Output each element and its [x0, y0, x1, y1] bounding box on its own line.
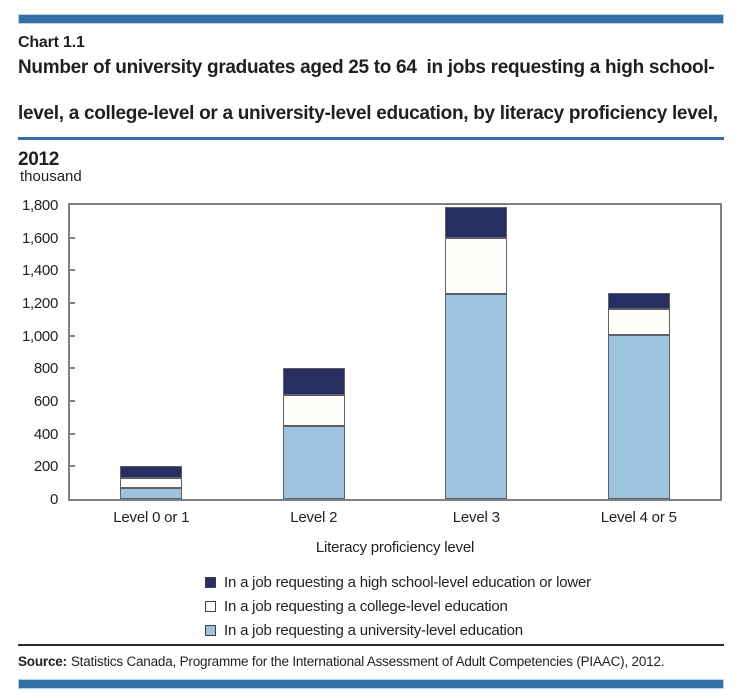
- bar-segment: [120, 488, 182, 499]
- bar-segment: [608, 335, 670, 499]
- bar-segment: [445, 238, 507, 294]
- y-tick-label: 1,600: [21, 229, 58, 247]
- y-tick-mark: [70, 335, 75, 337]
- y-tick-label: 1,400: [21, 262, 58, 280]
- y-tick-mark: [70, 237, 75, 239]
- y-tick-mark: [70, 465, 75, 467]
- legend-swatch-icon: [205, 625, 216, 636]
- y-tick-label: 200: [33, 458, 58, 476]
- top-accent-bar: [18, 14, 724, 24]
- chart-title-line-2: level, a college-level or a university-level education, by literacy proficiency level,: [18, 103, 718, 124]
- bar-segment: [283, 395, 345, 426]
- stacked-bar-level-2: [283, 368, 345, 499]
- source-label: Source:: [18, 654, 67, 669]
- title-divider-rule: [18, 137, 724, 140]
- x-category-label: Level 0 or 1: [113, 509, 190, 526]
- x-category-label: Level 2: [290, 509, 338, 526]
- legend-swatch-icon: [205, 577, 216, 588]
- x-axis-title: Literacy proficiency level: [315, 539, 475, 556]
- y-tick-mark: [70, 269, 75, 271]
- bar-segment: [120, 466, 182, 477]
- bar-segment: [283, 368, 345, 396]
- legend-label: In a job requesting a high school-level education or lower: [224, 573, 591, 591]
- y-tick-mark: [70, 367, 75, 369]
- legend-label: In a job requesting a college-level education: [224, 597, 508, 615]
- y-tick-mark: [70, 433, 75, 435]
- stacked-bar-level-0-or-1: [120, 466, 182, 499]
- bar-segment: [283, 426, 345, 499]
- y-tick-label: 0: [49, 491, 58, 508]
- bottom-accent-bar: [18, 679, 724, 689]
- source-divider-rule: [18, 644, 724, 646]
- y-tick-mark: [70, 400, 75, 402]
- plot-area: [68, 203, 722, 501]
- legend: [205, 570, 591, 642]
- chart-number-label: Chart 1.1: [18, 34, 85, 51]
- y-tick-label: 1,800: [21, 197, 58, 214]
- y-tick-label: 400: [33, 425, 58, 443]
- y-tick-mark: [70, 302, 75, 304]
- legend-row: [205, 594, 591, 618]
- chart-title-line-3: 2012: [18, 149, 60, 170]
- stacked-bar-level-3: [445, 207, 507, 499]
- source-text: Statistics Canada, Programme for the International Assessment of Adult Competencies (PIAAC), 2012.: [70, 654, 665, 669]
- legend-swatch-icon: [205, 601, 216, 612]
- bar-segment: [445, 207, 507, 238]
- y-axis-unit-label: thousand: [20, 168, 82, 185]
- x-category-label: Level 3: [452, 509, 500, 526]
- y-tick-label: 1,200: [21, 295, 58, 312]
- bar-segment: [445, 294, 507, 499]
- y-tick-label: 800: [33, 360, 58, 378]
- bar-segment: [608, 293, 670, 309]
- source-line: [18, 654, 732, 669]
- legend-row: [205, 618, 591, 642]
- bar-segment: [120, 478, 182, 488]
- chart-title-line-1: Number of university graduates aged 25 to 64 in jobs requesting a high school-: [18, 57, 715, 78]
- x-category-label: Level 4 or 5: [600, 509, 677, 526]
- bar-segment: [608, 309, 670, 335]
- y-tick-label: 1,000: [21, 327, 58, 345]
- legend-row: [205, 570, 591, 594]
- stacked-bar-level-4-or-5: [608, 293, 670, 499]
- y-tick-label: 600: [33, 393, 58, 410]
- chart-title: [18, 56, 732, 171]
- legend-label: In a job requesting a university-level education: [224, 621, 523, 639]
